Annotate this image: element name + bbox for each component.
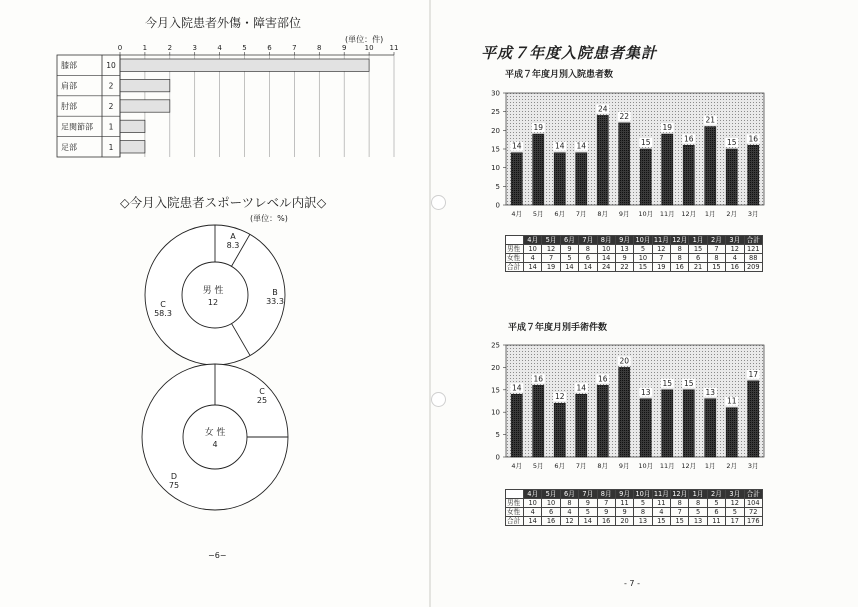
x-tick-label: 12月 — [681, 210, 697, 218]
table-cell: 5 — [726, 508, 744, 517]
data-label: 12 — [554, 392, 565, 402]
category-label: 肘部 — [61, 102, 77, 111]
table-header-cell: 9月 — [615, 236, 633, 245]
x-tick-label: 3月 — [747, 210, 759, 218]
bar — [511, 153, 522, 205]
table-cell: 10 — [524, 245, 542, 254]
injury-unit-label: (単位：件) — [345, 35, 384, 44]
bar — [619, 123, 630, 205]
data-label: 14 — [554, 141, 565, 151]
data-label: 15 — [726, 138, 737, 147]
table-header-row — [506, 490, 763, 499]
table-row-label: 男性 — [506, 499, 524, 508]
x-tick-label: 3 — [192, 44, 197, 52]
x-tick-label: 7月 — [575, 210, 587, 218]
table-cell: 8 — [707, 254, 725, 263]
table-cell: 13 — [689, 517, 707, 526]
data-label: 16 — [748, 134, 759, 144]
table-cell: 21 — [689, 263, 707, 272]
table-header-cell: 10月 — [635, 236, 651, 244]
y-tick-label: 0 — [495, 201, 500, 210]
sports-unit-label: (単位：%) — [250, 214, 288, 223]
table-row — [506, 263, 763, 272]
bar — [683, 390, 694, 457]
table-cell: 16 — [597, 517, 615, 526]
data-label: 15 — [683, 378, 694, 388]
table-cell: 5 — [707, 499, 725, 508]
male-donut-chart — [130, 220, 300, 370]
table-cell: 24 — [597, 263, 615, 272]
x-tick-label: 2月 — [726, 462, 738, 470]
table-cell: 5 — [560, 254, 578, 263]
table-cell: 11 — [652, 499, 670, 508]
bar — [683, 145, 694, 205]
x-tick-label: 9 — [341, 44, 347, 52]
data-label: 22 — [619, 111, 630, 121]
table-cell: 11 — [615, 499, 633, 508]
table-cell: 7 — [597, 499, 615, 508]
table-row-label: 合計 — [506, 517, 524, 526]
y-tick-label: 30 — [491, 89, 500, 98]
table-cell: 14 — [579, 263, 597, 272]
x-tick-label: 4月 — [511, 462, 523, 470]
x-tick-label: 10 — [364, 44, 374, 52]
table-cell: 13 — [634, 517, 652, 526]
y-tick-label: 20 — [491, 363, 500, 372]
table-cell: 5 — [579, 508, 597, 517]
y-tick-label: 5 — [495, 182, 500, 191]
page-number-left: −6− — [208, 551, 227, 560]
category-label: 膝部 — [61, 61, 77, 71]
table-header-cell: 7月 — [579, 236, 597, 245]
data-label: 21 — [705, 115, 716, 125]
table-header-cell: 10月 — [635, 490, 651, 498]
data-label: 24 — [597, 104, 608, 114]
x-tick-label: 5月 — [532, 210, 544, 218]
table-cell: 16 — [671, 263, 689, 272]
y-tick-label: 5 — [495, 431, 500, 440]
table-header-cell: 3月 — [726, 490, 744, 499]
table-cell: 7 — [707, 245, 725, 254]
table-cell: 5 — [634, 245, 652, 254]
table-cell: 4 — [560, 508, 578, 517]
y-tick-label: 15 — [491, 145, 500, 154]
table-header-cell: 9月 — [615, 490, 633, 499]
table-row-label: 合計 — [506, 263, 524, 272]
data-label: 15 — [662, 378, 673, 388]
y-tick-label: 10 — [491, 164, 500, 173]
table-cell: 12 — [542, 245, 560, 254]
x-tick-label: 1 — [142, 44, 148, 52]
table-cell: 12 — [726, 499, 744, 508]
table-cell: 88 — [744, 254, 763, 263]
x-tick-label: 4 — [217, 44, 222, 52]
y-tick-label: 10 — [491, 408, 500, 417]
admissions-chart-title: 平成７年度月別入院患者数 — [505, 70, 614, 80]
y-tick-label: 0 — [495, 453, 500, 462]
table-cell: 209 — [744, 263, 763, 272]
x-tick-label: 2 — [167, 44, 173, 52]
table-header-cell: 合計 — [744, 490, 763, 499]
table-cell: 16 — [726, 263, 744, 272]
bar — [597, 385, 608, 457]
surgeries-chart-title: 平成７年度月別手術件数 — [508, 323, 608, 333]
slice-value: 58.3 — [154, 309, 172, 318]
table-cell: 7 — [652, 254, 670, 263]
table-row — [506, 245, 763, 254]
table-cell: 9 — [615, 508, 633, 517]
table-cell: 5 — [634, 499, 652, 508]
bar — [533, 385, 544, 457]
category-label: 足関節部 — [61, 122, 93, 132]
x-tick-label: 12月 — [681, 462, 697, 470]
table-cell: 121 — [744, 245, 763, 254]
bar — [662, 134, 673, 205]
data-label: 14 — [576, 383, 587, 393]
table-cell: 8 — [671, 245, 689, 254]
bar — [120, 100, 170, 112]
slice-value: 33.3 — [266, 297, 284, 306]
bar — [705, 127, 716, 205]
table-cell: 11 — [707, 517, 725, 526]
center-label: 男 性 — [202, 286, 224, 296]
bar — [576, 394, 587, 457]
data-label: 16 — [597, 374, 608, 384]
x-tick-label: 11月 — [659, 462, 675, 470]
x-tick-label: 4月 — [511, 210, 523, 218]
table-cell: 9 — [615, 254, 633, 263]
category-value: 10 — [106, 61, 116, 71]
x-tick-label: 5 — [242, 44, 247, 52]
data-label: 19 — [662, 123, 673, 133]
x-tick-label: 6月 — [554, 210, 566, 218]
table-cell: 17 — [726, 517, 744, 526]
y-tick-label: 25 — [491, 341, 500, 350]
table-cell: 10 — [542, 499, 560, 508]
slice-label: C — [160, 300, 166, 309]
table-cell: 6 — [689, 254, 707, 263]
x-tick-label: 7 — [292, 44, 297, 52]
bar — [554, 403, 565, 457]
table-header-cell: 1月 — [689, 490, 707, 499]
table-cell: 104 — [744, 499, 763, 508]
table-cell: 4 — [652, 508, 670, 517]
data-label: 13 — [705, 387, 716, 397]
x-tick-label: 10月 — [638, 210, 654, 218]
binder-hole-top — [431, 195, 446, 210]
table-cell: 4 — [524, 508, 542, 517]
table-cell: 6 — [542, 508, 560, 517]
bar — [533, 134, 544, 205]
bar — [554, 153, 565, 205]
table-header-cell: 12月 — [672, 490, 688, 498]
x-tick-label: 1月 — [704, 462, 716, 470]
y-tick-label: 25 — [491, 108, 500, 117]
table-header-cell: 3月 — [726, 236, 744, 245]
table-cell: 8 — [634, 508, 652, 517]
table-cell: 72 — [744, 508, 763, 517]
y-tick-label: 15 — [491, 386, 500, 395]
table-cell: 4 — [524, 254, 542, 263]
table-cell: 15 — [707, 263, 725, 272]
table-row — [506, 254, 763, 263]
table-cell: 6 — [579, 254, 597, 263]
table-cell: 7 — [542, 254, 560, 263]
category-label: 足部 — [61, 142, 77, 152]
table-cell: 14 — [597, 254, 615, 263]
x-tick-label: 9月 — [618, 210, 630, 218]
table-header-cell: 合計 — [744, 236, 763, 245]
main-title: 平成７年度入院患者集計 — [481, 44, 658, 62]
table-cell: 10 — [597, 245, 615, 254]
data-label: 13 — [640, 387, 651, 397]
table-cell: 9 — [597, 508, 615, 517]
table-corner-cell — [506, 236, 524, 245]
table-cell: 12 — [560, 517, 578, 526]
table-header-cell: 8月 — [597, 490, 615, 499]
table-cell: 7 — [671, 508, 689, 517]
x-tick-label: 8月 — [597, 462, 609, 470]
table-cell: 4 — [726, 254, 744, 263]
table-header-cell: 4月 — [524, 490, 542, 499]
data-label: 11 — [726, 396, 737, 406]
data-label: 14 — [511, 383, 522, 393]
table-header-cell: 11月 — [653, 236, 669, 244]
bar — [511, 394, 522, 457]
slice-label: D — [170, 472, 178, 481]
category-value: 2 — [108, 81, 114, 91]
bar — [705, 399, 716, 457]
table-cell: 8 — [671, 499, 689, 508]
female-donut-chart — [130, 362, 300, 527]
injury-bar-chart — [0, 0, 430, 200]
bar — [597, 115, 608, 205]
table-cell: 9 — [579, 499, 597, 508]
table-cell: 15 — [634, 263, 652, 272]
binder-hole-bottom — [431, 392, 446, 407]
slice-value: 25 — [256, 396, 268, 405]
bar — [120, 120, 145, 132]
table-cell: 19 — [652, 263, 670, 272]
table-header-cell: 7月 — [579, 490, 597, 499]
injury-chart-title: 今月入院患者外傷・障害部位 — [145, 16, 302, 30]
bar — [576, 153, 587, 205]
table-cell: 12 — [726, 245, 744, 254]
bar — [120, 79, 170, 91]
bar — [640, 149, 651, 205]
x-tick-label: 6月 — [554, 462, 566, 470]
table-header-cell: 5月 — [542, 236, 560, 245]
slice-value: 8.3 — [226, 241, 240, 250]
table-row-label: 男性 — [506, 245, 524, 254]
table-cell: 8 — [671, 254, 689, 263]
table-header-cell: 2月 — [707, 490, 725, 499]
table-header-cell: 1月 — [689, 236, 707, 245]
table-row — [506, 517, 763, 526]
surgeries-table — [505, 489, 763, 526]
surgeries-bar-chart — [480, 336, 780, 486]
slice-label: A — [230, 232, 236, 241]
table-cell: 16 — [542, 517, 560, 526]
data-label: 14 — [511, 141, 522, 151]
bar — [120, 141, 145, 153]
table-header-cell: 11月 — [653, 490, 669, 498]
slice-label: B — [272, 288, 278, 297]
table-cell: 14 — [579, 517, 597, 526]
category-value: 2 — [108, 102, 114, 111]
center-label: 女 性 — [204, 428, 226, 438]
bar — [726, 408, 737, 457]
bar — [726, 149, 737, 205]
x-tick-label: 3月 — [747, 462, 759, 470]
x-tick-label: 2月 — [726, 210, 738, 218]
data-label: 17 — [748, 369, 759, 379]
admissions-bar-chart — [480, 84, 780, 234]
table-cell: 10 — [524, 499, 542, 508]
table-cell: 5 — [689, 508, 707, 517]
table-header-row — [506, 236, 763, 245]
bar — [120, 59, 369, 71]
x-tick-label: 11 — [389, 44, 399, 52]
x-tick-label: 1月 — [704, 210, 716, 218]
y-tick-label: 20 — [491, 126, 500, 135]
table-header-cell: 4月 — [524, 236, 542, 245]
table-cell: 15 — [652, 517, 670, 526]
data-label: 16 — [683, 134, 694, 144]
table-cell: 10 — [634, 254, 652, 263]
center-value: 12 — [207, 298, 219, 307]
table-cell: 14 — [524, 517, 542, 526]
x-tick-label: 10月 — [638, 462, 654, 470]
table-cell: 14 — [524, 263, 542, 272]
table-cell: 9 — [560, 245, 578, 254]
x-tick-label: 8 — [317, 44, 322, 52]
table-cell: 20 — [615, 517, 633, 526]
table-header-cell: 8月 — [597, 236, 615, 245]
slice-value: 75 — [168, 481, 180, 490]
table-header-cell: 6月 — [560, 236, 578, 245]
bar — [662, 390, 673, 457]
data-label: 20 — [619, 356, 630, 366]
table-header-cell: 12月 — [672, 236, 688, 244]
bar — [748, 145, 759, 205]
plot-area — [506, 93, 764, 205]
x-tick-label: 6 — [267, 44, 272, 52]
data-label: 14 — [576, 141, 587, 151]
table-cell: 22 — [615, 263, 633, 272]
bar — [640, 399, 651, 457]
table-row — [506, 499, 763, 508]
data-label: 19 — [533, 123, 544, 133]
table-row — [506, 508, 763, 517]
table-cell: 13 — [615, 245, 633, 254]
x-tick-label: 5月 — [532, 462, 544, 470]
data-label: 15 — [640, 138, 651, 147]
table-cell: 8 — [689, 499, 707, 508]
x-tick-label: 0 — [117, 44, 123, 52]
table-cell: 19 — [542, 263, 560, 272]
table-row-label: 女性 — [506, 508, 524, 517]
table-header-cell: 6月 — [560, 490, 578, 499]
table-cell: 8 — [579, 245, 597, 254]
x-tick-label: 8月 — [597, 210, 609, 218]
category-value: 1 — [108, 142, 114, 152]
table-cell: 8 — [560, 499, 578, 508]
x-tick-label: 7月 — [575, 462, 587, 470]
table-header-cell: 5月 — [542, 490, 560, 499]
table-cell: 6 — [707, 508, 725, 517]
x-tick-label: 9月 — [618, 462, 630, 470]
table-corner-cell — [506, 490, 524, 499]
center-value: 4 — [212, 440, 218, 449]
table-cell: 14 — [560, 263, 578, 272]
table-row-label: 女性 — [506, 254, 524, 263]
category-label: 肩部 — [61, 81, 77, 91]
data-label: 16 — [533, 374, 544, 384]
x-tick-label: 11月 — [659, 210, 675, 218]
bar — [748, 381, 759, 457]
admissions-table — [505, 235, 763, 272]
slice-label: C — [259, 387, 265, 396]
category-value: 1 — [108, 122, 114, 132]
table-header-cell: 2月 — [707, 236, 725, 245]
table-cell: 15 — [689, 245, 707, 254]
table-cell: 12 — [652, 245, 670, 254]
table-cell: 15 — [671, 517, 689, 526]
page-number-right: - 7 - — [624, 579, 640, 588]
bar — [619, 367, 630, 457]
sports-level-title: ◇今月入院患者スポーツレベル内訳◇ — [120, 195, 327, 210]
table-cell: 176 — [744, 517, 763, 526]
